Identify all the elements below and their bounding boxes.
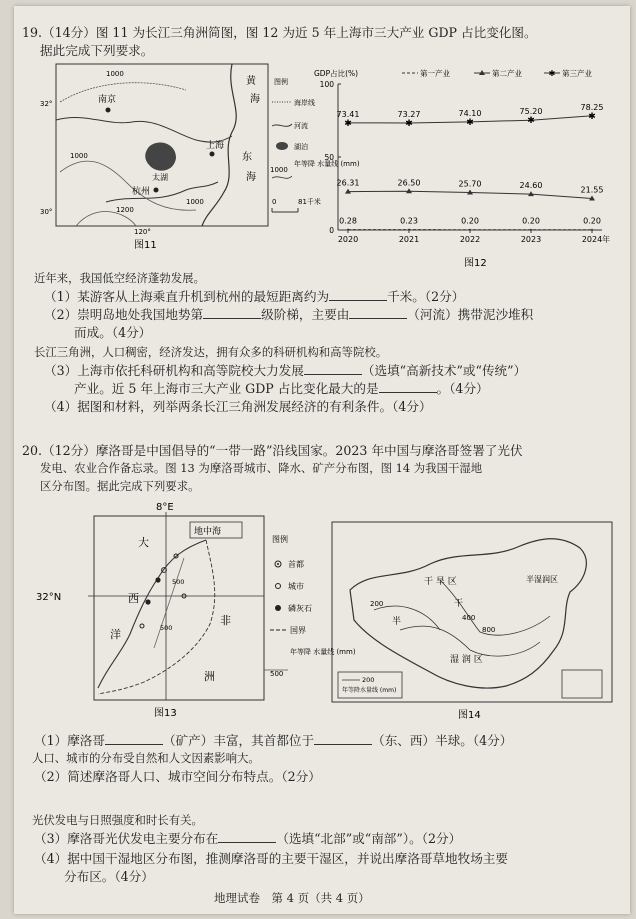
chart12-xtick-label: 2020	[337, 235, 359, 244]
q20-sub3-end: （选填“北部”或“南部”）。（2分）	[276, 831, 462, 846]
chart12-caption: 图12	[464, 258, 487, 269]
map13-lat: 32°N	[36, 592, 62, 603]
map13-iso-a: 500	[172, 578, 185, 586]
q19-sub2-end: （河流）携带泥沙堆积	[407, 307, 534, 322]
chart12-ytick-label: 100	[319, 80, 334, 89]
q20-sub1-blank1[interactable]	[105, 732, 163, 745]
chart12-xtick-label: 2021	[398, 235, 420, 244]
map11-lon: 120°	[134, 228, 151, 236]
chart12-data-label: 73.27	[397, 110, 421, 120]
chart12-point: ✱	[527, 116, 535, 127]
map13-lon: 8°E	[156, 502, 174, 513]
map13-city-b	[140, 624, 144, 628]
map13-label-yang: 洋	[110, 628, 121, 641]
q20-intro-line2: 发电、农业合作备忘录。图 13 为摩洛哥城市、降水、矿产分布图，图 14 为我国干湿地	[40, 461, 483, 475]
map13-label-da: 大	[138, 536, 149, 549]
q19-sub4: （4）据图和材料，列举两条长江三角洲发展经济的有利条件。（4分）	[44, 399, 432, 414]
map11-caption: 图11	[134, 240, 157, 251]
map13-legend-border: 国界	[290, 626, 306, 635]
shanghai-dot	[210, 152, 215, 157]
map14-label-semi-arid-a: 半	[392, 617, 402, 627]
map11-lat-32: 32°	[40, 100, 53, 108]
map11-iso-c: 1200	[116, 206, 134, 214]
chart12-legend-marker: ✱	[548, 69, 556, 78]
chart12-point	[347, 229, 349, 231]
q20-sub1	[34, 732, 512, 749]
q20-para1: 人口、城市的分布受自然和人文因素影响大。	[32, 751, 260, 765]
chart12-ytick-label: 0	[329, 226, 334, 235]
chart12-point	[530, 229, 532, 231]
chart12-xtick-label: 2023	[520, 235, 542, 244]
q20-sub2: （2）简述摩洛哥人口、城市空间分布特点。（2分）	[34, 769, 321, 784]
map11-iso-d: 1000	[186, 198, 204, 206]
q20-intro-line1: 20.（12分）摩洛哥是中国倡导的“一带一路”沿线国家。2023 年中国与摩洛哥签署了光伏	[22, 443, 523, 458]
q20-sub1-end: （东、西）半球。（4分）	[372, 733, 513, 748]
chart12-xtick-label: 2022	[459, 235, 481, 244]
map13-legend-capital: 首都	[288, 560, 304, 569]
map14-legend-val: 200	[362, 676, 375, 684]
map14-val-400: 400	[462, 614, 476, 622]
map13-legend-title: 图例	[272, 535, 288, 544]
map11-legend-iso-val: 1000	[270, 166, 288, 174]
chart12-data-label: 0.23	[400, 216, 418, 226]
map14-label-humid: 湿 润 区	[450, 655, 483, 665]
map11-legend-coast: 海岸线	[294, 99, 315, 107]
figure-14-map	[330, 520, 616, 726]
map11-legend-title: 图例	[274, 78, 288, 86]
q19-sub2	[44, 306, 533, 323]
q20-sub1-text: （1）摩洛哥	[34, 733, 105, 748]
chart12-xunit: 年	[602, 235, 610, 244]
map13-caption: 图13	[154, 708, 177, 719]
q19-sub1-text: （1）某游客从上海乘直升机到杭州的最短距离约为	[44, 289, 330, 304]
map14-legend-iso: 年等降水量线 (mm)	[342, 687, 397, 694]
map13-label-med: 地中海	[194, 527, 222, 537]
q20-sub4-line2: 分布区。（4分）	[64, 869, 154, 884]
chart12-data-label: 26.50	[397, 178, 421, 188]
chart12-data-label: 25.70	[458, 179, 482, 189]
q20-sub3-text: （3）摩洛哥光伏发电主要分布在	[34, 831, 219, 846]
chart12-legend-label: 第二产业	[492, 69, 522, 78]
exam-page	[14, 6, 630, 914]
map11-label-shanghai: 上海	[206, 141, 225, 151]
chart12-data-label: 0.20	[522, 216, 540, 226]
q19-sub3-text: （3）上海市依托科研机构和高等院校大力发展	[44, 363, 304, 378]
chart12-data-label: 78.25	[580, 102, 604, 112]
q19-para1: 近年来，我国低空经济蓬勃发展。	[34, 271, 205, 285]
q19-sub1-end: 千米。（2分）	[387, 289, 465, 304]
q19-sub2-mid: 级阶梯，主要由	[261, 307, 350, 322]
map13-label-zhou: 洲	[204, 670, 215, 683]
q19-sub1-blank[interactable]	[329, 288, 387, 301]
q19-sub3	[44, 362, 526, 379]
chart12-point: ✱	[344, 118, 352, 129]
map13-iso-b: 500	[160, 624, 173, 632]
q19-sub3-mid: （选填“高新技术”或“传统”）	[361, 363, 527, 378]
q20-sub4: （4）据中国干湿地区分布图，推测摩洛哥的主要干湿区，并说出摩洛哥草地牧场主要	[34, 851, 508, 866]
figure-12-chart	[314, 66, 620, 272]
chart12-point	[469, 229, 471, 231]
chart12-data-label: 74.10	[458, 108, 482, 118]
q19-sub3-end: 。（4分）	[436, 381, 489, 396]
q19-sub2-blank1[interactable]	[203, 306, 261, 319]
chart12-data-label: 21.55	[580, 185, 604, 195]
q19-sub1	[44, 288, 464, 305]
q19-sub2-line2: 而成。（4分）	[74, 325, 152, 340]
chart12-data-label: 75.20	[519, 107, 543, 117]
q20-sub1-blank2[interactable]	[314, 732, 372, 745]
map11-iso-a: 1000	[106, 70, 124, 78]
map13-label-fei: 非	[220, 614, 231, 627]
map14-label-semi-arid-b: 干	[454, 599, 464, 609]
map11-lat-30: 30°	[40, 208, 53, 216]
map14-caption: 图14	[458, 710, 481, 721]
map13-legend-phosphate: 磷灰石	[288, 604, 312, 613]
q19-para2: 长江三角洲，人口稠密，经济发达，拥有众多的科研机构和高等院校。	[34, 345, 388, 359]
map13-phosphate-a	[155, 577, 160, 582]
map13-label-xi: 西	[128, 592, 139, 605]
q20-para2: 光伏发电与日照强度和时长有关。	[32, 813, 203, 827]
map11-legend-river: 河流	[294, 122, 308, 130]
map13-legend-city: 城市	[288, 582, 304, 591]
nanjing-dot	[106, 108, 111, 113]
map11-label-east: 东	[242, 152, 252, 163]
chart12-data-label: 0.20	[461, 216, 479, 226]
q20-sub1-mid: （矿产）丰富，其首都位于	[162, 733, 315, 748]
chart12-data-label: 0.28	[339, 216, 357, 226]
chart12-ylabel: GDP占比(%)	[314, 69, 359, 78]
chart12-point	[408, 229, 410, 231]
map11-label-taihu: 太湖	[152, 173, 168, 182]
hangzhou-dot	[154, 188, 159, 193]
chart12-data-label: 26.31	[336, 178, 360, 188]
figure-13-map	[34, 498, 356, 728]
map11-label-yellow: 黄	[246, 76, 256, 87]
map13-phosphate-b	[145, 599, 150, 604]
q19-intro-line1: 19.（14分）图 11 为长江三角洲简图，图 12 为近 5 年上海市三大产业 GDP 占比变化图。	[22, 25, 537, 40]
map14-val-200: 200	[370, 600, 384, 608]
map11-label-yellow-sea: 海	[250, 94, 260, 105]
chart12-ytick-label: 50	[324, 153, 334, 162]
map11-legend-scale: 81千米	[298, 198, 321, 206]
chart12-point: ✱	[588, 111, 596, 122]
q19-intro-line2: 据此完成下列要求。	[40, 43, 154, 58]
map11-label-hangzhou: 杭州	[132, 187, 151, 197]
map14-label-arid: 干 旱 区	[424, 577, 457, 587]
q19-sub2-blank2[interactable]	[349, 306, 407, 319]
map11-legend-lake: 湖泊	[294, 143, 308, 151]
map14-label-semi-humid: 半湿润区	[526, 575, 558, 584]
map11-legend-iso: 年等降 水量线 (mm)	[294, 160, 360, 168]
chart12-xtick-label: 2024	[581, 235, 603, 244]
page-footer: 地理试卷 第 4 页（共 4 页）	[214, 891, 370, 905]
map11-label-nanjing: 南京	[98, 95, 117, 105]
q20-sub3-blank[interactable]	[218, 830, 276, 843]
map14-val-800: 800	[482, 626, 496, 634]
q19-sub2-text: （2）崇明岛地处我国地势第	[44, 307, 204, 322]
map11-label-east-sea: 海	[246, 172, 256, 183]
q19-sub3-text2: 产业。近 5 年上海市三大产业 GDP 占比变化最大的是	[74, 381, 379, 396]
chart12-point	[406, 188, 412, 193]
chart12-point	[591, 229, 593, 231]
chart12-point: ✱	[466, 117, 474, 128]
q19-sub3-line2	[74, 380, 489, 397]
chart12-legend-label: 第一产业	[420, 69, 450, 78]
q20-intro-line3: 区分布图。据此完成下列要求。	[40, 479, 200, 493]
q19-sub3-blank2[interactable]	[379, 380, 437, 393]
map11-legend-scale0: 0	[272, 198, 277, 206]
q19-sub3-blank1[interactable]	[304, 362, 362, 375]
q20-sub3	[34, 830, 461, 847]
map13-legend-iso: 年等降 水量线 (mm)	[290, 648, 356, 656]
chart12-point: ✱	[405, 119, 413, 130]
chart12-legend-label: 第三产业	[562, 69, 592, 78]
map13-legend-iso-val: 500	[270, 670, 284, 678]
chart12-data-label: 0.20	[583, 216, 601, 226]
chart12-data-label: 73.41	[336, 109, 360, 119]
map11-iso-b: 1000	[70, 152, 88, 160]
chart12-data-label: 24.60	[519, 181, 543, 191]
